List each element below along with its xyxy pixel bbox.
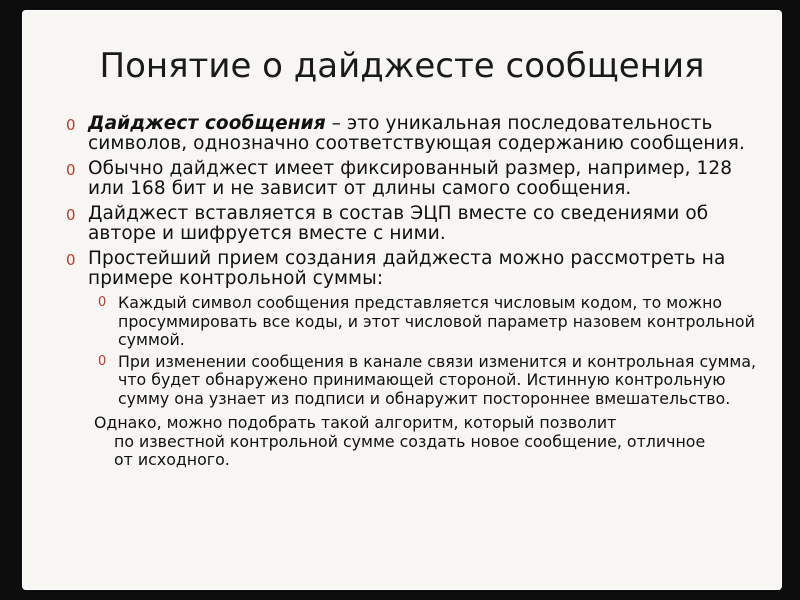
bullet-item (66, 114, 766, 154)
bullet-icon: 0 (66, 116, 76, 134)
bullet-icon: 0 (98, 295, 107, 310)
bullet-icon: 0 (98, 353, 107, 369)
sub-bullet-text: Каждый символ сообщения представляется числовым кодом, то можно просуммировать все коды, и этот числовой параметр назовем контрольной суммой. (118, 293, 755, 349)
slide (22, 10, 782, 590)
sub-bullet-item (66, 294, 766, 350)
bullet-icon: 0 (66, 251, 76, 269)
closing-note-first-line: Однако, можно подобрать такой алгоритм, который позволит (94, 413, 617, 432)
closing-note (66, 414, 766, 470)
slide-content (66, 114, 766, 470)
bullet-item (66, 204, 766, 244)
sub-bullet-text: При изменении сообщения в канале связи изменится и контрольная сумма, что будет обнаружено принимающей стороной. Истинную контрольную сумму она узнает из подписи и обнаружит постороннее вмешательство. (118, 351, 757, 408)
bullet-text: Простейший прием создания дайджеста можно рассмотреть на примере контрольной суммы: (88, 248, 726, 289)
term-highlight: Дайджест сообщения (88, 113, 326, 134)
closing-note-rest: по известной контрольной сумме создать новое сообщение, отличное от исходного. (114, 431, 706, 469)
bullet-item (66, 159, 766, 199)
bullet-item (66, 249, 766, 289)
bullet-icon: 0 (66, 206, 76, 224)
sub-bullet-item (66, 353, 766, 409)
slide-title: Понятие о дайджесте сообщения (99, 46, 705, 86)
bullet-text: – это уникальная последовательность символов, однозначно соответствующая содержанию сообщения. (88, 113, 745, 154)
bullet-icon: 0 (66, 161, 76, 179)
bullet-text: Дайджест вставляется в состав ЭЦП вместе со сведениями об авторе и шифруется вместе с ними. (88, 203, 709, 244)
bullet-text: Обычно дайджест имеет фиксированный размер, например, 128 или 168 бит и не зависит от длины самого сообщения. (88, 158, 733, 199)
